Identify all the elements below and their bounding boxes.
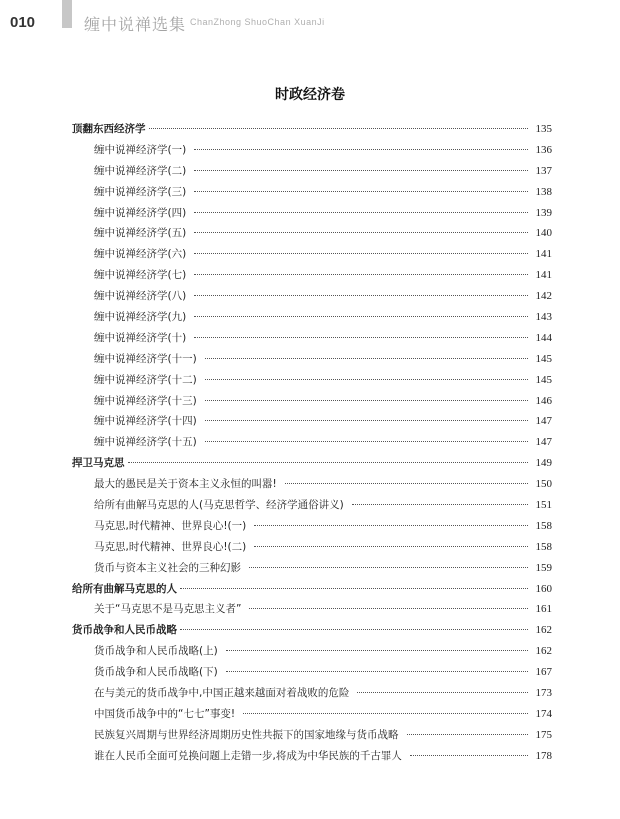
dot-leader	[254, 546, 528, 547]
toc-page-number: 141	[535, 248, 552, 261]
toc-chapter-row[interactable]	[72, 455, 552, 476]
toc-entry-title: 顶翻东西经济学	[72, 123, 146, 135]
toc-page-number: 160	[535, 582, 552, 595]
toc-page-number: 149	[535, 457, 552, 470]
toc-entry-title: 货币战争和人民币战略	[72, 624, 177, 637]
toc-entry-title: 缠中说禅经济学(十一)	[94, 352, 197, 365]
toc-entry-title: 民族复兴周期与世界经济周期历史性共振下的国家地缘与货币战略	[94, 728, 399, 741]
dot-leader	[194, 274, 528, 275]
dot-leader	[180, 629, 528, 630]
toc-page-number: 151	[535, 499, 552, 512]
toc-entry-row[interactable]	[72, 246, 552, 267]
dot-leader	[410, 755, 528, 756]
toc-entry-title: 最大的愚民是关于资本主义永恒的叫嚣!	[94, 478, 277, 491]
toc-page-number: 140	[535, 227, 552, 240]
toc-page-number: 145	[535, 352, 552, 365]
toc-entry-title: 马克思,时代精神、世界良心!(一)	[94, 519, 247, 532]
toc-page-number: 161	[535, 603, 552, 616]
toc-entry-row[interactable]	[72, 351, 552, 372]
dot-leader	[205, 400, 528, 401]
dot-leader	[180, 588, 528, 589]
header-decor-bar	[62, 0, 72, 28]
toc-entry-row[interactable]	[72, 643, 552, 664]
toc-page-number: 173	[535, 687, 552, 700]
dot-leader	[205, 420, 528, 421]
dot-leader	[194, 191, 528, 192]
dot-leader	[254, 525, 528, 526]
dot-leader	[205, 379, 528, 380]
dot-leader	[352, 504, 528, 505]
toc-entry-title: 缠中说禅经济学(五)	[94, 227, 187, 240]
toc-entry-row[interactable]	[72, 706, 552, 727]
toc-page-number: 159	[535, 561, 552, 574]
toc-entry-title: 缠中说禅经济学(六)	[94, 248, 187, 261]
dot-leader	[194, 337, 528, 338]
toc-entry-title: 货币战争和人民币战略(下)	[94, 666, 218, 679]
toc-entry-title: 缠中说禅经济学(十五)	[94, 436, 197, 449]
dot-leader	[194, 149, 528, 150]
toc-entry-row[interactable]	[72, 393, 552, 414]
toc-entry-row[interactable]	[72, 748, 552, 769]
toc-entry-title: 缠中说禅经济学(七)	[94, 269, 187, 282]
section-title: 时政经济卷	[275, 87, 345, 103]
toc-entry-title: 马克思,时代精神、世界良心!(二)	[94, 540, 247, 553]
toc-entry-row[interactable]	[72, 434, 552, 455]
toc-page-number: 158	[535, 540, 552, 553]
table-of-contents	[72, 121, 552, 769]
toc-entry-title: 缠中说禅经济学(四)	[94, 206, 187, 219]
toc-entry-row[interactable]	[72, 142, 552, 163]
dot-leader	[194, 316, 528, 317]
toc-entry-row[interactable]	[72, 225, 552, 246]
toc-entry-row[interactable]	[72, 163, 552, 184]
dot-leader	[357, 692, 528, 693]
toc-page-number: 135	[535, 123, 552, 135]
toc-page-number: 162	[535, 645, 552, 658]
toc-chapter-row[interactable]	[72, 581, 552, 602]
toc-entry-title: 货币与资本主义社会的三种幻影	[94, 561, 241, 574]
toc-page-number: 138	[535, 185, 552, 198]
dot-leader	[249, 567, 528, 568]
toc-entry-title: 谁在人民币全面可兑换问题上走错一步,将成为中华民族的千古罪人	[94, 749, 402, 762]
page-number: 010	[10, 14, 36, 31]
toc-entry-row[interactable]	[72, 685, 552, 706]
toc-chapter-row[interactable]	[72, 622, 552, 643]
toc-entry-row[interactable]	[72, 664, 552, 685]
toc-page-number: 175	[535, 728, 552, 741]
toc-entry-title: 给所有曲解马克思的人(马克思哲学、经济学通俗讲义)	[94, 499, 344, 512]
page-header	[0, 0, 620, 40]
toc-entry-row[interactable]	[72, 288, 552, 309]
dot-leader	[226, 671, 528, 672]
dot-leader	[149, 128, 529, 129]
toc-page-number: 142	[535, 290, 552, 303]
dot-leader	[226, 650, 528, 651]
toc-entry-row[interactable]	[72, 476, 552, 497]
toc-chapter-row[interactable]	[72, 121, 552, 142]
toc-page-number: 162	[535, 624, 552, 637]
toc-page-number: 150	[535, 478, 552, 491]
toc-entry-row[interactable]	[72, 518, 552, 539]
toc-page-number: 146	[535, 394, 552, 407]
toc-entry-title: 关于“马克思不是马克思主义者”	[94, 603, 242, 616]
toc-entry-title: 中国货币战争中的“七七”事变!	[94, 707, 236, 720]
toc-entry-title: 捍卫马克思	[72, 457, 125, 470]
toc-entry-row[interactable]	[72, 560, 552, 581]
toc-entry-row[interactable]	[72, 330, 552, 351]
toc-entry-row[interactable]	[72, 727, 552, 748]
toc-page-number: 147	[535, 415, 552, 428]
toc-entry-title: 缠中说禅经济学(二)	[94, 164, 187, 177]
toc-page-number: 137	[535, 164, 552, 177]
book-title-pinyin: ChanZhong ShuoChan XuanJi	[190, 17, 325, 27]
toc-entry-row[interactable]	[72, 601, 552, 622]
toc-page-number: 178	[535, 749, 552, 762]
dot-leader	[194, 232, 528, 233]
toc-page-number: 167	[535, 666, 552, 679]
dot-leader	[285, 483, 528, 484]
toc-entry-row[interactable]	[72, 372, 552, 393]
toc-page-number: 141	[535, 269, 552, 282]
toc-entry-title: 货币战争和人民币战略(上)	[94, 645, 218, 658]
toc-page-number: 147	[535, 436, 552, 449]
dot-leader	[194, 212, 528, 213]
dot-leader	[407, 734, 529, 735]
dot-leader	[205, 441, 528, 442]
toc-entry-row[interactable]	[72, 497, 552, 518]
toc-page-number: 174	[535, 707, 552, 720]
toc-page-number: 136	[535, 143, 552, 156]
toc-entry-title: 缠中说禅经济学(八)	[94, 290, 187, 303]
toc-page-number: 144	[535, 331, 552, 344]
toc-entry-row[interactable]	[72, 184, 552, 205]
toc-entry-title: 缠中说禅经济学(十二)	[94, 373, 197, 386]
toc-entry-title: 缠中说禅经济学(十)	[94, 331, 187, 344]
toc-entry-title: 给所有曲解马克思的人	[72, 582, 177, 595]
dot-leader	[194, 253, 528, 254]
toc-page-number: 158	[535, 519, 552, 532]
toc-entry-title: 缠中说禅经济学(三)	[94, 185, 187, 198]
toc-entry-row[interactable]	[72, 539, 552, 560]
toc-entry-row[interactable]	[72, 267, 552, 288]
dot-leader	[249, 608, 528, 609]
toc-page-number: 139	[535, 206, 552, 219]
toc-page-number: 145	[535, 373, 552, 386]
toc-entry-title: 缠中说禅经济学(一)	[94, 143, 187, 156]
toc-entry-title: 缠中说禅经济学(十四)	[94, 415, 197, 428]
toc-entry-row[interactable]	[72, 205, 552, 226]
dot-leader	[194, 295, 528, 296]
toc-entry-title: 缠中说禅经济学(九)	[94, 311, 187, 324]
toc-entry-row[interactable]	[72, 413, 552, 434]
dot-leader	[128, 462, 529, 463]
toc-entry-title: 在与美元的货币战争中,中国正越来越面对着战败的危险	[94, 687, 350, 700]
toc-entry-title: 缠中说禅经济学(十三)	[94, 394, 197, 407]
book-title: 缠中说禅选集	[84, 15, 187, 34]
dot-leader	[194, 170, 528, 171]
toc-page-number: 143	[535, 311, 552, 324]
dot-leader	[205, 358, 528, 359]
toc-entry-row[interactable]	[72, 309, 552, 330]
dot-leader	[243, 713, 528, 714]
